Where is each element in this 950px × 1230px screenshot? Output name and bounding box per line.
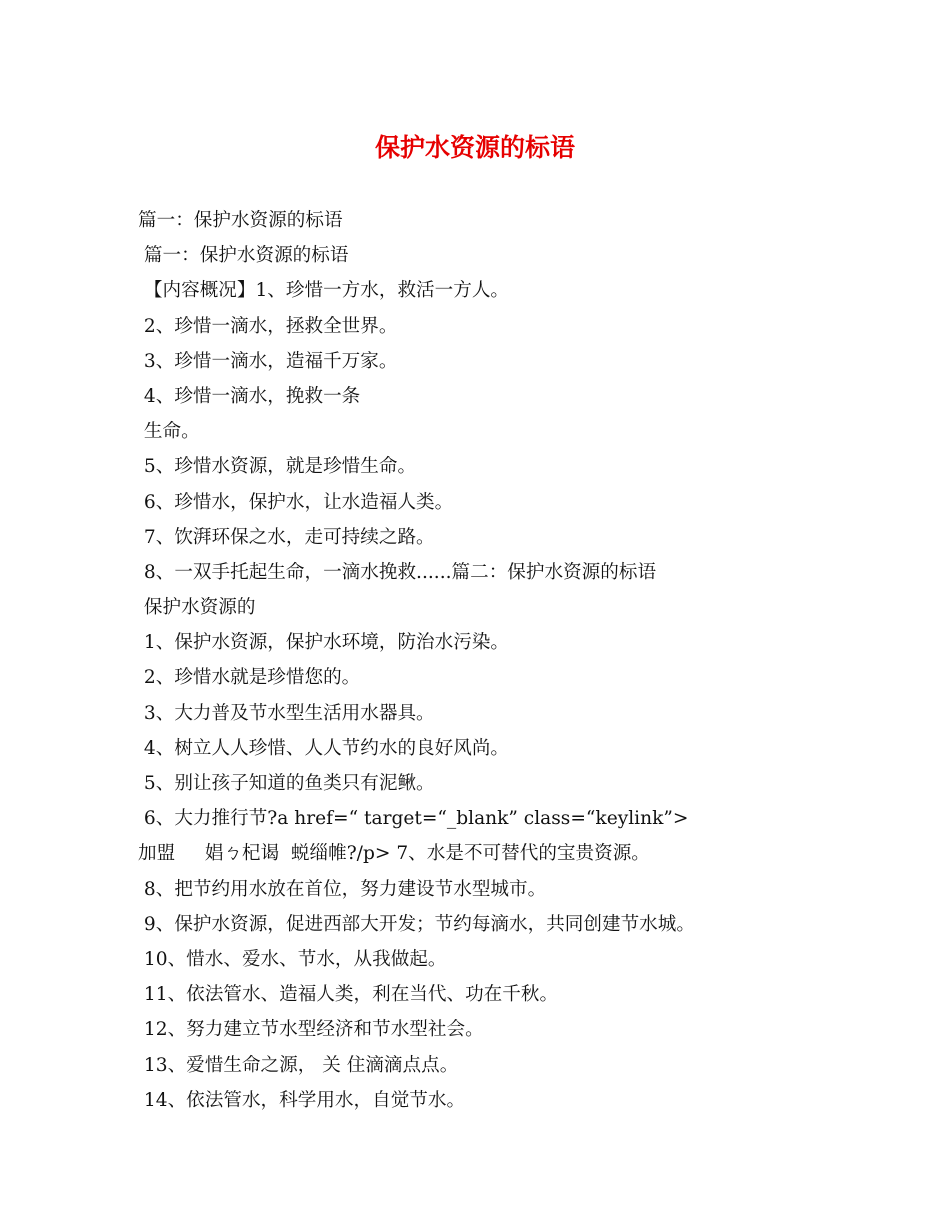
text-line: 生命。	[138, 421, 200, 443]
text-line: 14、依法管水，科学用水，自觉节水。	[138, 1089, 466, 1111]
text-line: 9、保护水资源，促进西部大开发；节约每滴水，共同创建节水城。	[138, 913, 695, 935]
text-line: 篇一：保护水资源的标语	[138, 210, 343, 231]
text-line: 加盟 娼ㄅ杞谒 蜕缁帷?/p> 7、水是不可替代的宝贵资源。	[138, 843, 650, 865]
text-line: 篇一：保护水资源的标语	[138, 245, 349, 267]
text-line: 【内容概况】1、珍惜一方水，救活一方人。	[138, 280, 510, 302]
text-line: 8、把节约用水放在首位，努力建设节水型城市。	[138, 878, 547, 900]
text-line: 8、一双手托起生命，一滴水挽救......篇二：保护水资源的标语	[138, 561, 657, 583]
text-line: 10、惜水、爱水、节水，从我做起。	[138, 948, 447, 970]
text-line: 保护水资源的	[138, 597, 256, 619]
document-title: 保护水资源的标语	[374, 133, 575, 162]
text-line: 4、树立人人珍惜、人人节约水的良好风尚。	[138, 737, 510, 759]
text-line: 6、大力推行节?a href=“ target=“_blank” class=“keylink”>	[138, 808, 689, 830]
text-line: 3、大力普及节水型生活用水器具。	[138, 702, 435, 724]
document-body	[138, 203, 838, 1118]
text-line: 1、保护水资源，保护水环境，防治水污染。	[138, 632, 510, 654]
text-line: 2、珍惜一滴水，拯救全世界。	[138, 315, 398, 337]
text-line: 7、饮湃环保之水，走可持续之路。	[138, 526, 435, 548]
text-line: 11、依法管水、造福人类，利在当代、功在千秋。	[138, 984, 559, 1006]
text-line: 5、别让孩子知道的鱼类只有泥鳅。	[138, 773, 435, 794]
text-line: 4、珍惜一滴水，挽救一条	[138, 385, 361, 407]
text-line: 3、珍惜一滴水，造福千万家。	[138, 350, 398, 372]
text-line: 5、珍惜水资源，就是珍惜生命。	[138, 456, 417, 478]
text-line: 6、珍惜水，保护水，让水造福人类。	[138, 491, 454, 513]
text-line: 13、爱惜生命之源， 关 住滴滴点点。	[138, 1054, 459, 1076]
text-line: 12、努力建立节水型经济和节水型社会。	[138, 1019, 484, 1041]
text-line: 2、珍惜水就是珍惜您的。	[138, 667, 361, 689]
